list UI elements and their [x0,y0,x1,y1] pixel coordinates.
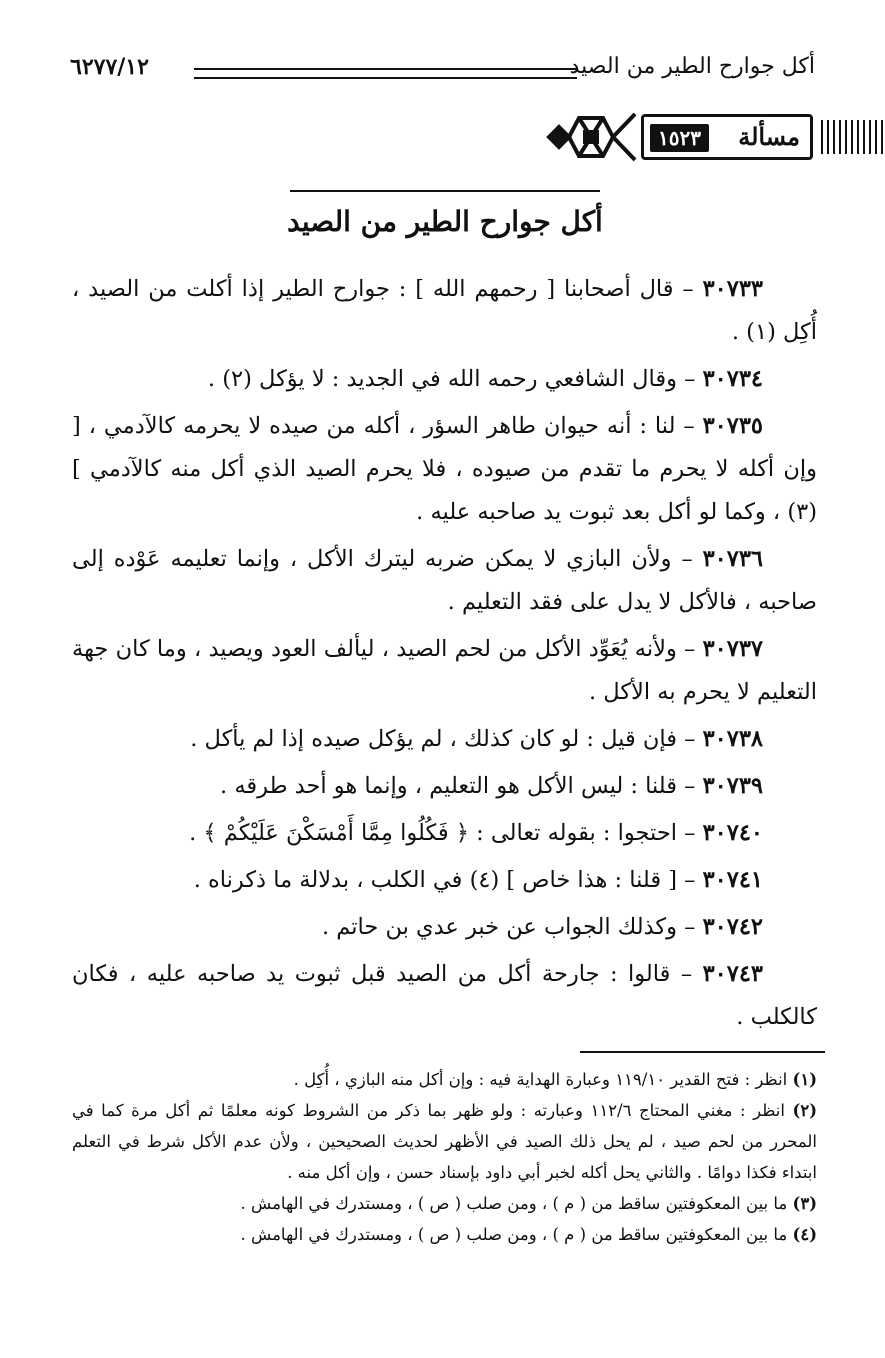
running-header-title: أكل جوارح الطير من الصيد [569,54,815,79]
footnote [72,1095,817,1188]
body-text [72,268,817,1043]
footnote-separator [580,1051,825,1053]
paragraph [72,538,817,624]
paragraph-number: ٣٠٧٣٩ [702,773,763,799]
masala-banner [545,106,885,168]
footnote [72,1188,817,1219]
paragraph-number: ٣٠٧٣٤ [702,366,763,392]
paragraph-number: ٣٠٧٣٦ [702,546,763,572]
footnote-text: انظر : مغني المحتاج ١١٢/٦ وعبارته : ولو ظهر بما ذكر من الشروط كونه معلمًا ثم أكل مرة كما في المحرر من لحم صيد ، لم يحل ذلك الصيد في الأظهر لحديث الصحيحين ، ولأن عدم الأكل شرط في التعلم ابتداء فكذا دوامًا . والثاني يحل أكله لخبر أبي داود بإسناد حسن ، وإن أكل منه . [72,1101,817,1182]
paragraph [72,358,817,401]
footnote-text: انظر : فتح القدير ١١٩/١٠ وعبارة الهداية فيه : وإن أكل منه البازي ، أُكِل . [293,1070,793,1089]
footnote-mark: (٤) [792,1225,817,1244]
footnotes [72,1064,817,1250]
footnote [72,1219,817,1250]
footnote-text: ما بين المعكوفتين ساقط من ( م ) ، ومن صلب ( ص ) ، ومستدرك في الهامش . [240,1225,793,1244]
paragraph-text: – قالوا : جارحة أكل من الصيد قبل ثبوت يد صاحبه عليه ، فكان كالكلب . [72,961,817,1030]
running-header-page-ref: ٦٢٧٧/١٢ [70,54,149,80]
paragraph-text: – ولأن البازي لا يمكن ضربه ليترك الأكل ، وإنما تعليمه عَوْده إلى صاحبه ، فالأكل لا يدل على فقد التعليم . [72,546,817,615]
running-header [70,54,815,94]
paragraph-number: ٣٠٧٤١ [702,867,763,893]
chapter-title: أكل جوارح الطير من الصيد [287,205,603,238]
paragraph [72,268,817,354]
masala-number: ١٥٢٣ [650,124,709,152]
paragraph [72,628,817,714]
footnote-mark: (٣) [792,1194,817,1213]
paragraph-number: ٣٠٧٤٣ [702,961,763,987]
paragraph-text: – قال أصحابنا [ رحمهم الله ] : جوارح الطير إذا أكلت من الصيد ، أُكِل (١) . [72,276,817,345]
running-header-rule [194,68,577,79]
paragraph-number: ٣٠٧٤٢ [702,914,763,940]
paragraph-number: ٣٠٧٣٨ [702,726,763,752]
paragraph-number: ٣٠٧٤٠ [702,820,763,846]
knot-ornament-icon [545,106,637,168]
paragraph-text: – احتجوا : بقوله تعالى : ﴿ فَكُلُوا مِمَّا أَمْسَكْنَ عَلَيْكُمْ ﴾ . [189,820,703,846]
paragraph-number: ٣٠٧٣٥ [702,413,763,439]
paragraph [72,765,817,808]
paragraph-text: – قلنا : ليس الأكل هو التعليم ، وإنما هو أحد طرقه . [220,773,703,799]
banner-bars-ornament [821,120,885,154]
paragraph-number: ٣٠٧٣٧ [702,636,763,662]
paragraph [72,405,817,534]
footnote-mark: (٢) [792,1101,817,1120]
paragraph [72,906,817,949]
paragraph-text: – ولأنه يُعَوِّد الأكل من لحم الصيد ، ليألف العود ويصيد ، وما كان جهة التعليم لا يحرم به الأكل . [72,636,817,705]
paragraph-text: – وقال الشافعي رحمه الله في الجديد : لا يؤكل (٢) . [207,366,703,392]
title-rule [290,190,600,192]
paragraph-text: – [ قلنا : هذا خاص ] (٤) في الكلب ، بدلالة ما ذكرناه . [193,867,703,893]
masala-label: مسألة [738,122,800,151]
paragraph-number: ٣٠٧٣٣ [702,276,763,302]
footnote-mark: (١) [792,1070,817,1089]
masala-box [641,114,813,160]
paragraph [72,859,817,902]
paragraph [72,953,817,1039]
paragraph-text: – لنا : أنه حيوان طاهر السؤر ، أكله من صيده لا يحرمه كالآدمي ، [ وإن أكله لا يحرم ما تقدم من صيوده ، فلا يحرم الصيد الذي أكل منه كالآدمي ] (٣) ، وكما لو أكل بعد ثبوت يد صاحبه عليه . [72,413,817,525]
footnote-text: ما بين المعكوفتين ساقط من ( م ) ، ومن صلب ( ص ) ، ومستدرك في الهامش . [240,1194,793,1213]
paragraph-text: – فإن قيل : لو كان كذلك ، لم يؤكل صيده إذا لم يأكل . [190,726,703,752]
paragraph-text: – وكذلك الجواب عن خبر عدي بن حاتم . [321,914,703,940]
footnote [72,1064,817,1095]
paragraph [72,718,817,761]
paragraph [72,812,817,855]
